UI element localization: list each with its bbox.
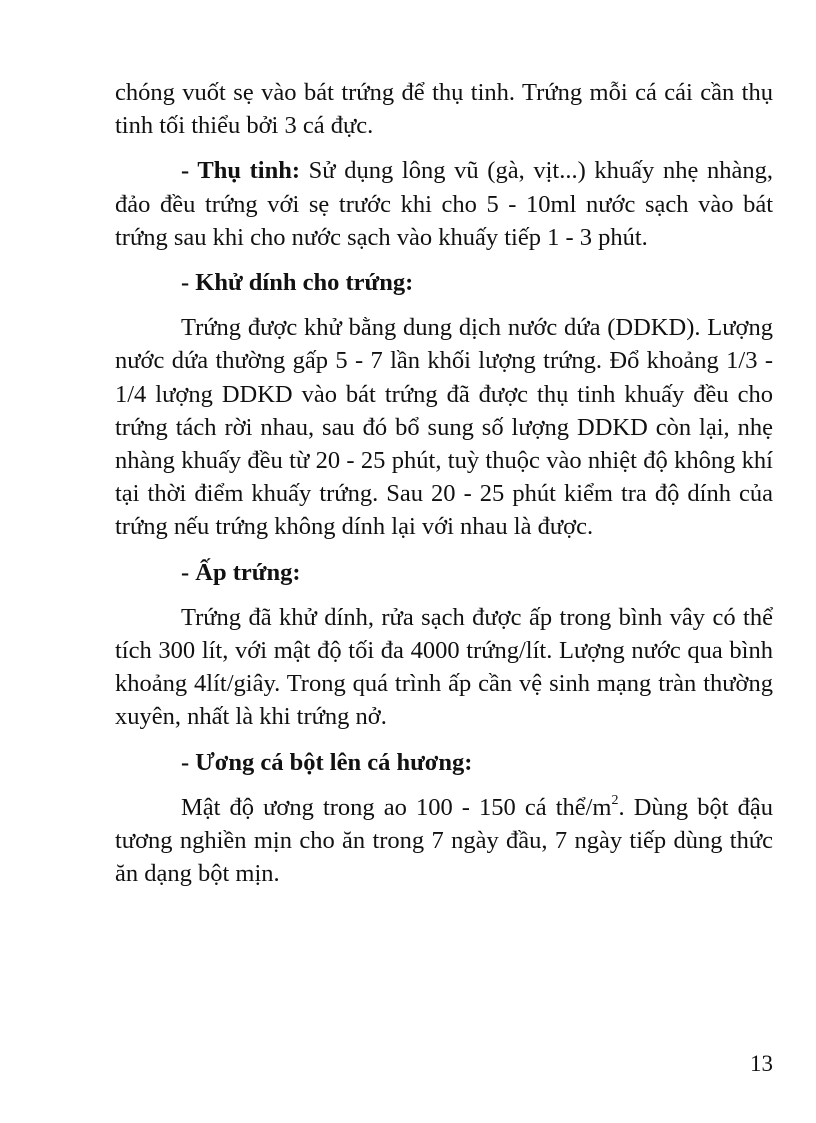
paragraph-egg-incubation: Trứng đã khử dính, rửa sạch được ấp trong bình vây có thể tích 300 lít, với mật độ tối đa 4000 trứng/lít. Lượng nước qua bình khoảng 4lít/giây. Trong quá trình ấp cần vệ sinh mạng tràn thường xuyên, nhất là khi trứng nở. xyxy=(115,603,773,731)
paragraph-fertilization-intro: chóng vuốt sẹ vào bát trứng để thụ tinh. Trứng mỗi cá cái cần thụ tinh tối thiểu bởi 3 cá đực. xyxy=(115,79,773,140)
paragraph-fry-nursing xyxy=(115,791,773,891)
fertilization-label: - Thụ tinh: xyxy=(181,157,301,185)
heading-egg-incubation: - Ấp trứng: xyxy=(181,558,301,586)
page-number: 13 xyxy=(750,1051,773,1076)
heading-egg-degumming: - Khử dính cho trứng: xyxy=(181,269,414,297)
paragraph-fertilization xyxy=(115,154,773,254)
fertilization-text: Sử dụng lông vũ (gà, vịt...) khuấy nhẹ nhàng, đảo đều trứng với sẹ trước khi cho 5 - 10ml nước sạch vào bát trứng sau khi cho nước sạch vào khuấy tiếp 1 - 3 phút. xyxy=(115,157,774,251)
heading-fry-nursing: - Ương cá bột lên cá hương: xyxy=(181,748,473,776)
fry-nursing-text-a: Mật độ ương trong ao 100 - 150 cá thể/m xyxy=(181,793,612,821)
paragraph-egg-degumming: Trứng được khử bằng dung dịch nước dứa (DDKD). Lượng nước dứa thường gấp 5 - 7 lần khối lượng trứng. Đổ khoảng 1/3 - 1/4 lượng DDKD vào bát trứng đã được thụ tinh khuấy đều cho trứng tách rời nhau, sau đó bổ sung số lượng DDKD còn lại, nhẹ nhàng khuấy đều từ 20 - 25 phút, tuỳ thuộc vào nhiệt độ không khí tại thời điểm khuấy trứng. Sau 20 - 25 phút kiểm tra độ dính của trứng nếu trứng không dính lại với nhau là được. xyxy=(115,314,773,541)
superscript-2: 2 xyxy=(611,792,619,808)
fry-nursing-text-b: . Dùng bột đậu tương nghiền mịn cho ăn trong 7 ngày đầu, 7 ngày tiếp dùng thức ăn dạng bột mịn. xyxy=(115,793,773,888)
page-body xyxy=(115,76,773,890)
